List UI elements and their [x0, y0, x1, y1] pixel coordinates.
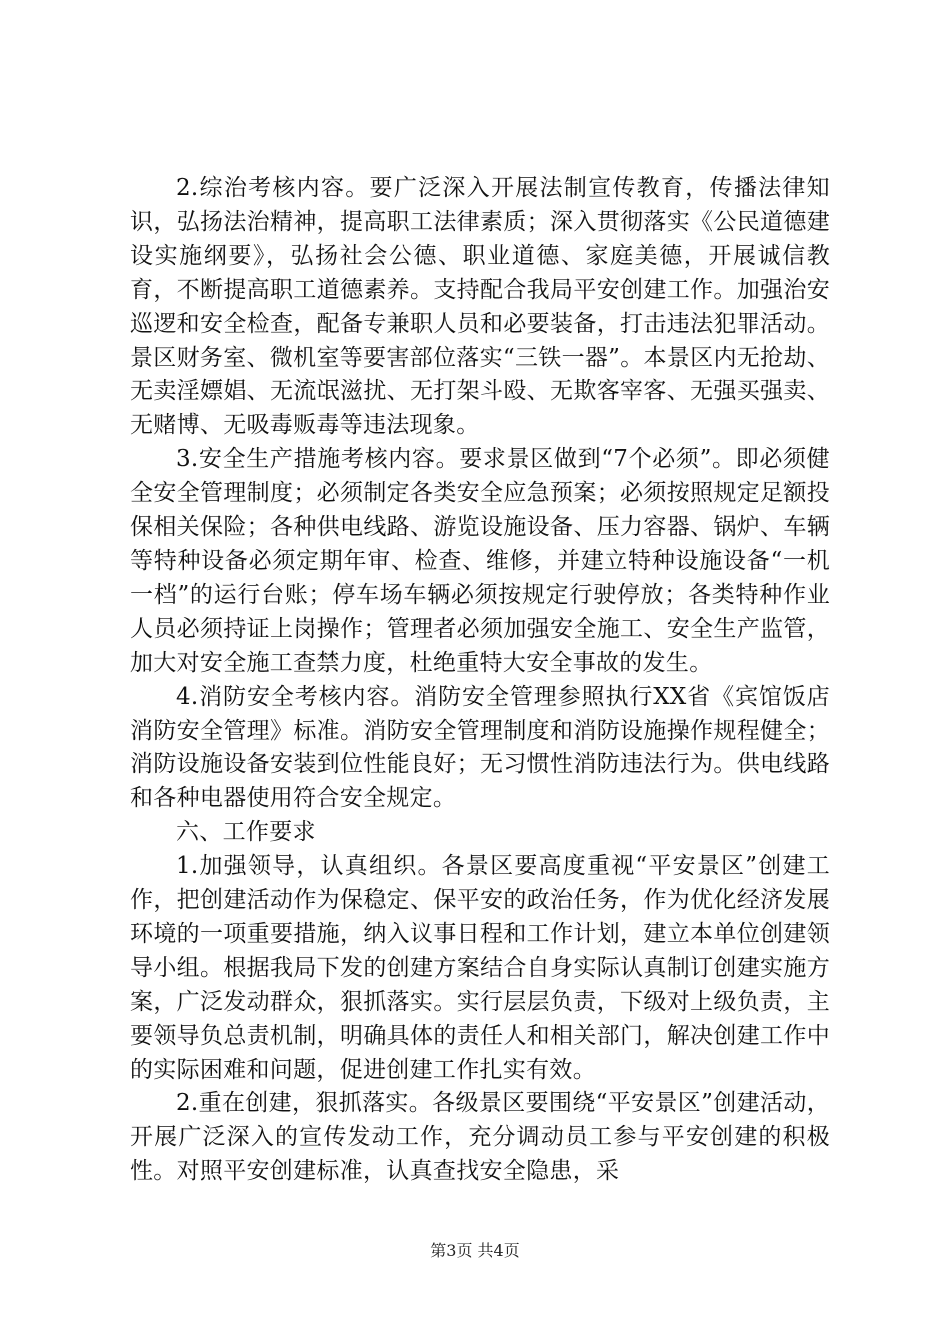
paragraph-safety-production: 3.安全生产措施考核内容。要求景区做到“7个必须”。即必须健全安全管理制度；必须制定各类安全应急预案；必须按照规定足额投保相关保险；各种供电线路、游览设施设备、压力容器、锅炉、车辆等特种设备必须定期年审、检查、维修，并建立特种设施设备“一机一档”的运行台账；停车场车辆必须按规定行驶停放；各类特种作业人员必须持证上岗操作；管理者必须加强安全施工、安全生产监管，加大对安全施工查禁力度，杜绝重特大安全事故的发生。: [130, 446, 830, 676]
page-number-footer: 第3页 共4页: [430, 1241, 520, 1260]
paragraph-comprehensive-governance: 2.综治考核内容。要广泛深入开展法制宣传教育，传播法律知识，弘扬法治精神，提高职工法律素质；深入贯彻落实《公民道德建设实施纲要》，弘扬社会公德、职业道德、家庭美德，开展诚信教育，不断提高职工道德素养。支持配合我局平安创建工作。加强治安巡逻和安全检查，配备专兼职人员和必要装备，打击违法犯罪活动。景区财务室、微机室等要害部位落实“三铁一器”。本景区内无抢劫、无卖淫嫖娼、无流氓滋扰、无打架斗殴、无欺客宰客、无强买强卖、无赌博、无吸毒贩毒等违法现象。: [130, 175, 830, 439]
paragraph-focus-on-creation: 2.重在创建，狠抓落实。各级景区要围绕“平安景区”创建活动，开展广泛深入的宣传发动工作，充分调动员工参与平安创建的积极性。对照平安创建标准，认真查找安全隐患，采: [130, 1090, 830, 1185]
section-heading-work-requirements: 六、工作要求: [176, 819, 316, 846]
paragraph-fire-safety: 4.消防安全考核内容。消防安全管理参照执行XX省《宾馆饭店消防安全管理》标准。消防安全管理制度和消防设施操作规程健全；消防设施设备安装到位性能良好；无习惯性消防违法行为。供电线路和各种电器使用符合安全规定。: [130, 683, 830, 812]
document-body: [130, 172, 830, 1189]
paragraph-strengthen-leadership: 1.加强领导，认真组织。各景区要高度重视“平安景区”创建工作，把创建活动作为保稳定、保平安的政治任务，作为优化经济发展环境的一项重要措施，纳入议事日程和工作计划，建立本单位创建领导小组。根据我局下发的创建方案结合自身实际认真制订创建实施方案，广泛发动群众，狠抓落实。实行层层负责，下级对上级负责，主要领导负总责机制，明确具体的责任人和相关部门，解决创建工作中的实际困难和问题，促进创建工作扎实有效。: [130, 853, 830, 1083]
